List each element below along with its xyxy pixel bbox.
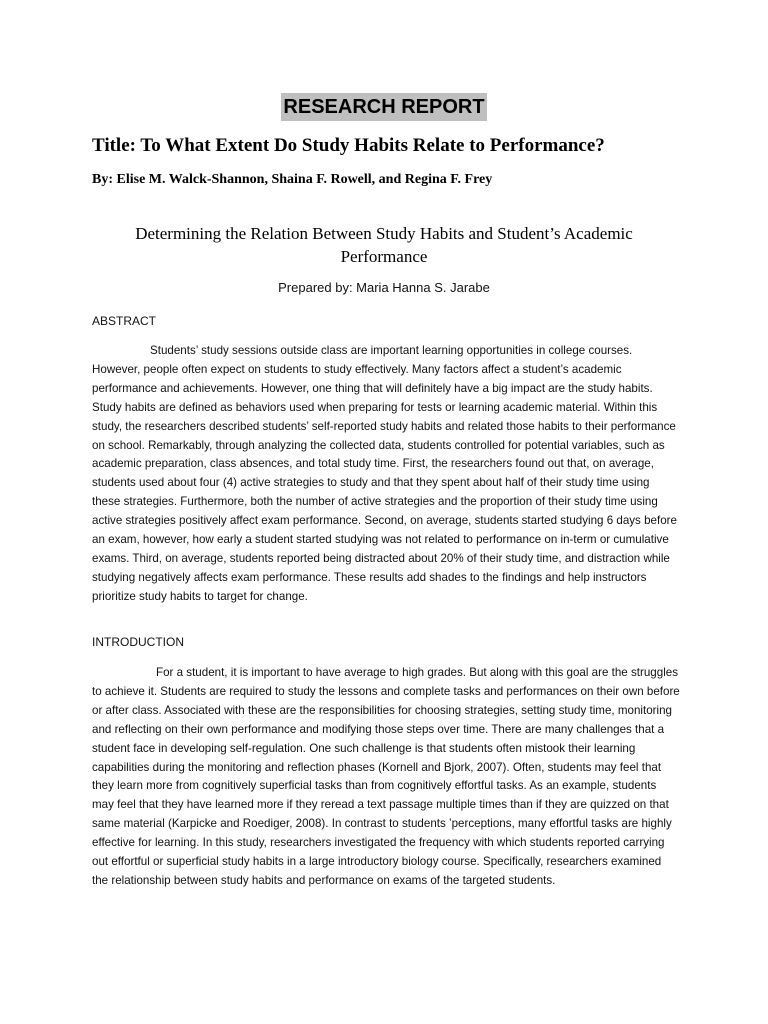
prepared-by: Prepared by: Maria Hanna S. Jarabe [278, 280, 490, 295]
report-subtitle: Determining the Relation Between Study Habits and Student’s Academic Performance [135, 224, 633, 266]
introduction-paragraph: For a student, it is important to have average to high grades. But along with this goal are the struggles to achieve it. Students are required to study the lessons and complete tasks and performances on their own before or after class. Associated with these are the responsibilities for choosing strategies, setting study time, monitoring and reflecting on their own performance and modifying those steps over time. There are many challenges that a student face in developing self-regulation. One such challenge is that students often mistook their learning capabilities during the monitoring and reflection phases (Kornell and Bjork, 2007). Often, students may feel that they learn more from cognitively superficial tasks than from cognitively effortful tasks. As an example, students may feel that they have learned more if they reread a text passage multiple times than if they are quizzed on that same material (Karpicke and Roediger, 2008). In contrast to students ’perceptions, many effortful tasks are highly effective for learning. In this study, researchers investigated the frequency with which students reported carrying out effortful or superficial study habits in a large introductory biology course. Specifically, researchers examined the relationship between study habits and performance on exams of the targeted students. [92, 666, 680, 887]
abstract-paragraph: Students’ study sessions outside class are important learning opportunities in college courses. However, people often expect on students to study effectively. Many factors affect a student’s academic performance and achievements. However, one thing that will definitely have a big impact are the study habits. Study habits are defined as behaviors used when preparing for tests or learning academic material. Within this study, the researchers described students’ self-reported study habits and related those habits to their performance on school. Remarkably, through analyzing the collected data, students controlled for potential variables, such as academic preparation, class absences, and total study time. First, the researchers found out that, on average, students used about four (4) active strategies to study and that they spent about half of their study time using these strategies. Furthermore, both the number of active strategies and the proportion of their study time using active strategies positively affect exam performance. Second, on average, students started studying 6 days before an exam, however, how early a student started studying was not related to performance on in-term or cumulative exams. Third, on average, students reported being distracted about 20% of their study time, and distraction while studying negatively affects exam performance. These results add shades to the findings and help instructors prioritize study habits to target for change. [92, 344, 677, 603]
introduction-heading: INTRODUCTION [92, 635, 184, 649]
report-authors: By: Elise M. Walck-Shannon, Shaina F. Rowell, and Regina F. Frey [92, 172, 493, 187]
abstract-heading: ABSTRACT [92, 314, 157, 328]
report-heading [0, 93, 768, 121]
report-heading-label: RESEARCH REPORT [281, 93, 486, 121]
report-title: Title: To What Extent Do Study Habits Relate to Performance? [92, 135, 605, 156]
